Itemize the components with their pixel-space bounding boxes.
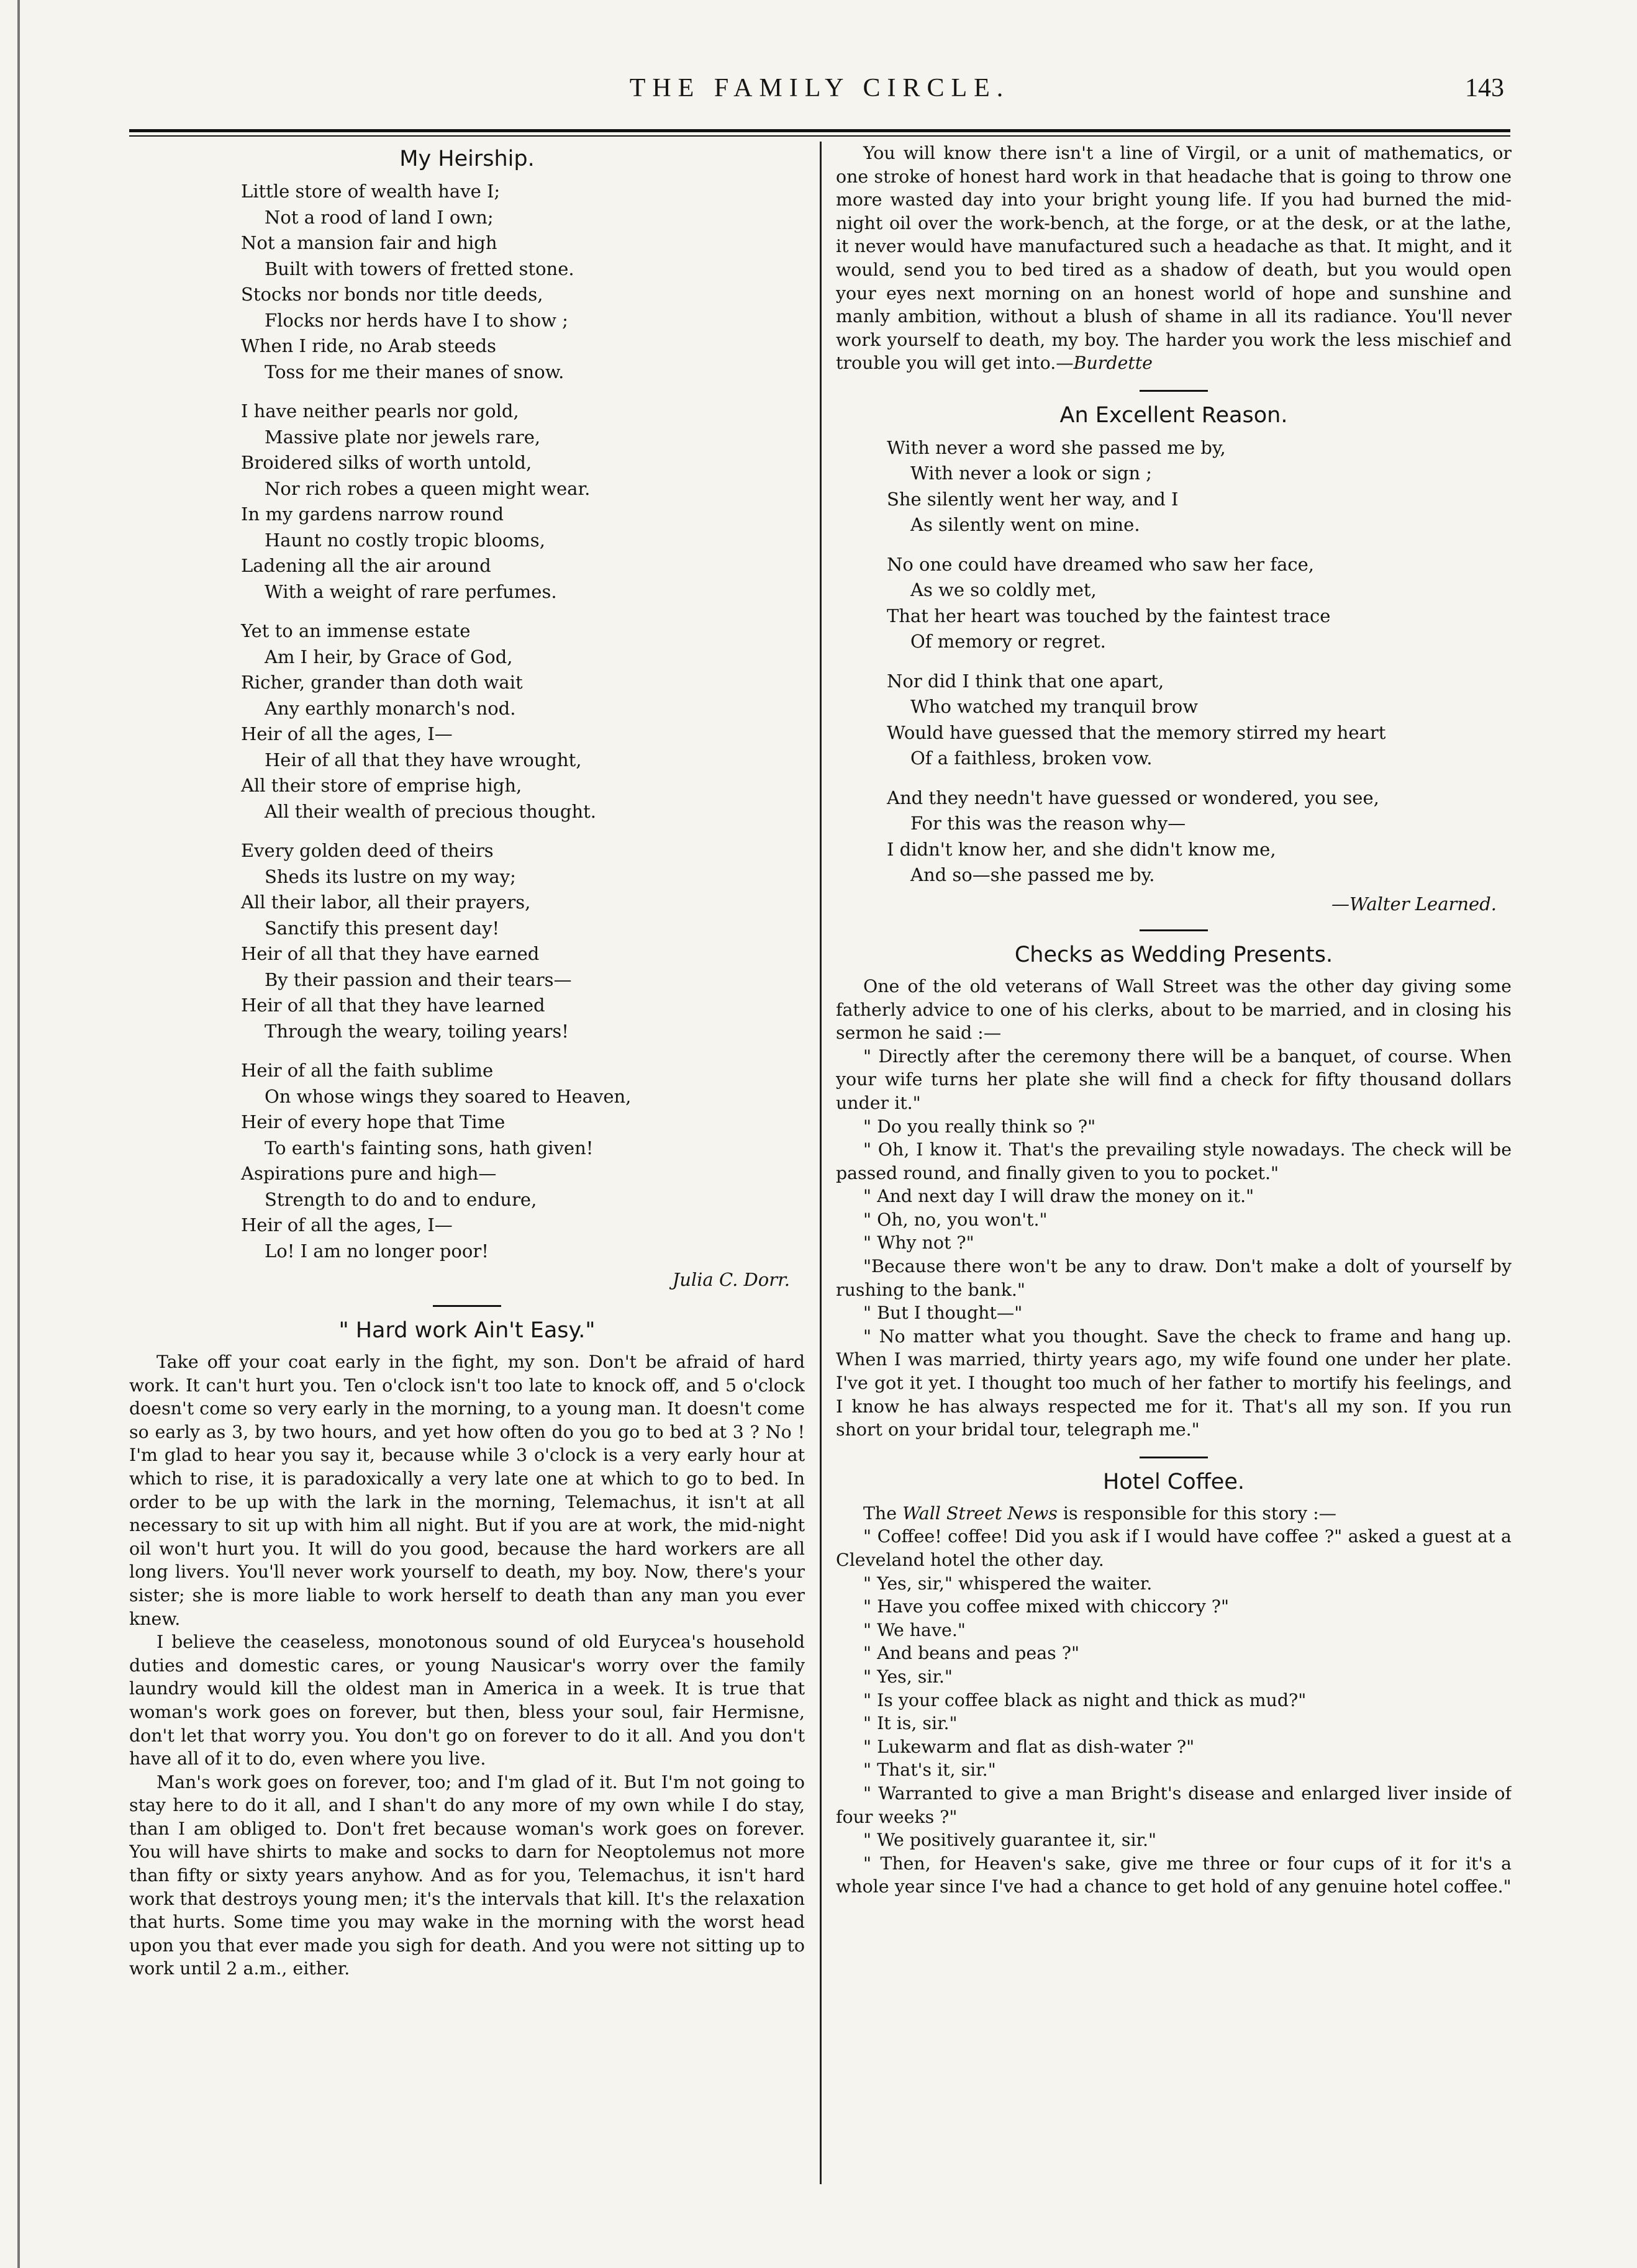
poem-line: As silently went on mine. <box>910 514 1140 536</box>
poem-line: Nor rich robes a queen might wear. <box>265 477 591 499</box>
poem-line: All their store of emprise high, <box>241 775 522 796</box>
column-divider <box>820 142 822 2184</box>
poem-line: Haunt no costly tropic blooms, <box>265 529 545 551</box>
poem-line: For this was the reason why— <box>910 813 1186 834</box>
poem-line: As we so coldly met, <box>910 579 1097 601</box>
checks-paragraph: " Why not ?" <box>863 1232 974 1254</box>
poem-line: Little store of wealth have I; <box>241 181 501 202</box>
poem-line: Heir of all that they have learned <box>241 995 545 1016</box>
poem-line: Aspirations pure and high— <box>241 1163 497 1184</box>
coffee-intro-pre: The <box>863 1502 903 1524</box>
poem-line: Heir of all that they have earned <box>241 943 540 964</box>
hardwork-credit: Burdette <box>1073 353 1153 374</box>
poem-line: Heir of all that they have wrought, <box>265 749 582 770</box>
poem-line: Broidered silks of worth untold, <box>241 452 532 473</box>
checks-paragraph: "Because there won't be any to draw. Don't make a dolt of yourself by rushing to the bank." <box>836 1256 1512 1300</box>
poem-line: And so—she passed me by. <box>910 864 1155 886</box>
hardwork-paragraph: I believe the ceaseless, monotonous sound of old Eurycea's household duties and domestic cares, or young Nausicar's worry over the family laundry would kill the oldest man in America in a week. It is true that woman's work goes on forever, but then, bless your soul, fair Hermisne, don't let that worry you. You don't go on forever to do it all. And you don't have all of it to do, even where you live. <box>129 1632 805 1769</box>
coffee-intro-post: is responsible for this story :— <box>1057 1502 1337 1524</box>
coffee-paragraph: " Yes, sir," whispered the waiter. <box>863 1573 1153 1594</box>
coffee-paragraph: " Yes, sir." <box>863 1666 953 1687</box>
poem-line: She silently went her way, and I <box>887 488 1179 510</box>
coffee-paragraph: " Then, for Heaven's sake, give me three or four cups of it for it's a whole year since I've had a chance to get hold of any genuine hotel coffee." <box>836 1853 1512 1897</box>
poem-line: In my gardens narrow round <box>241 504 504 525</box>
coffee-paragraph: " Have you coffee mixed with chiccory ?" <box>863 1596 1230 1617</box>
hardwork-continuation <box>836 142 1512 375</box>
poem-line: Built with towers of fretted stone. <box>265 258 574 279</box>
stanza <box>887 552 1512 655</box>
poem-line: I have neither pearls nor gold, <box>241 400 519 422</box>
poem-line: Of a faithless, broken vow. <box>910 748 1153 769</box>
poem-line: I didn't know her, and she didn't know me, <box>887 838 1276 860</box>
poem-line: Stocks nor bonds nor title deeds, <box>241 284 543 305</box>
poem-line: Heir of all the ages, I— <box>241 723 453 744</box>
stanza <box>241 399 805 605</box>
hardwork-title: " Hard work Ain't Easy." <box>338 1318 596 1343</box>
coffee-source: Wall Street News <box>902 1502 1058 1524</box>
heirship-poem <box>129 179 805 1264</box>
hardwork-paragraph: Take off your coat early in the fight, my son. Don't be afraid of hard work. It can't hurt you. Ten o'clock isn't too late to knock off, and 5 o'clock doesn't come so very early in the morning, to a young man. It doesn't come so early as 3, by two hours, and yet how often do you go to bed at 3 ? No ! I'm glad to hear you say it, because while 3 o'clock is a very early hour at which to rise, it is paradoxically a very late one at which to go to bed. In order to be up with the lark in the morning, Telemachus, it isn't at all necessary to sit up with him all night. But if you are at work, the mid-night oil won't hurt you. It will do you good, because the hard workers are all long livers. You'll never work yourself to death, my boy. Now, there's your sister; she is more liable to work herself to death than any man you ever knew. <box>129 1352 805 1629</box>
poem-line: Strength to do and to endure, <box>265 1188 537 1210</box>
checks-paragraph: One of the old veterans of Wall Street was the other day giving some fatherly advice to one of his clerks, about to be married, and in closing his sermon he said :— <box>836 975 1512 1044</box>
hardwork-paragraph: Man's work goes on forever, too; and I'm glad of it. But I'm not going to stay here to do it all, and I shan't do any more of my own while I do stay, than I am obliged to. Don't fret because woman's work goes on forever. You will have shirts to make and socks to darn for Neoptolemus not more than fifty or sixty years anyhow. And as for you, Telemachus, it isn't hard work that destroys young men; it's the intervals that kill. It's the relaxation that hurts. Some time you may wake in the morning with the worst head upon you that ever made you sigh for death. And you were not sitting up to work until 2 a.m., either. <box>129 1771 805 1979</box>
poem-line: Not a rood of land I own; <box>265 206 494 228</box>
binding-edge <box>17 0 26 2268</box>
hardwork-continuation-text: You will know there isn't a line of Virgil, or a unit of mathematics, or one stroke of honest hard work in that headache that is going to throw one more wasted day into your bright young life. If you had burned the mid-night oil over the work-bench, at the forge, or at the desk, or at the lathe, it never would have manufactured such a headache as that. It might, and it would, send you to bed tired as a shadow of death, but you would open your eyes next morning on an honest world of hope and sunshine and manly ambition, without a blush of shame in all its radiance. You'll never work yourself to death, my boy. The harder you work the less mischief and trouble you will get into.— <box>836 143 1512 374</box>
poem-line: Ladening all the air around <box>241 555 491 576</box>
stanza <box>241 618 805 825</box>
coffee-paragraph: " We positively guarantee it, sir." <box>863 1830 1157 1851</box>
poem-line: Of memory or regret. <box>910 631 1106 653</box>
masthead-rule-thin <box>129 135 1510 137</box>
poem-line: Who watched my tranquil brow <box>910 696 1199 718</box>
checks-paragraph: " And next day I will draw the money on it." <box>863 1186 1254 1207</box>
stanza <box>241 1058 805 1264</box>
masthead <box>129 73 1510 119</box>
poem-line: Heir of all the faith sublime <box>241 1060 494 1081</box>
poem-line: With a weight of rare perfumes. <box>265 581 557 602</box>
poem-line: By their passion and their tears— <box>265 969 572 990</box>
poem-line: Sanctify this present day! <box>265 917 500 939</box>
stanza <box>887 785 1512 888</box>
poem-line: On whose wings they soared to Heaven, <box>265 1085 632 1107</box>
reason-title: An Excellent Reason. <box>1059 402 1288 428</box>
coffee-paragraph: " We have." <box>863 1619 966 1640</box>
coffee-paragraph: " Lukewarm and flat as dish-water ?" <box>863 1736 1195 1757</box>
left-column <box>129 142 805 1981</box>
poem-line: All their labor, all their prayers, <box>241 892 531 913</box>
coffee-paragraph: " Warranted to give a man Bright's disease and enlarged liver inside of four weeks ?" <box>836 1782 1512 1827</box>
poem-line: Flocks nor herds have I to show ; <box>265 309 568 331</box>
newspaper-page <box>129 73 1510 2246</box>
reason-author: —Walter Learned. <box>1331 893 1497 915</box>
section-rule <box>1140 390 1208 392</box>
poem-line: Through the weary, toiling years! <box>265 1020 569 1042</box>
stanza <box>241 838 805 1044</box>
page-number: 143 <box>1465 74 1504 102</box>
poem-line: And they needn't have guessed or wondered, you see, <box>887 787 1379 808</box>
checks-paragraph: " But I thought—" <box>863 1303 1023 1324</box>
checks-paragraph: " Oh, no, you won't." <box>863 1209 1048 1230</box>
heirship-title: My Heirship. <box>399 147 535 171</box>
checks-paragraph: " Directly after the ceremony there will be a banquet, of course. When your wife turns her plate she will find a check for fifty thousand dollars under it." <box>836 1046 1512 1113</box>
poem-line: Am I heir, by Grace of God, <box>265 646 513 667</box>
masthead-rule <box>129 129 1510 132</box>
poem-line: Any earthly monarch's nod. <box>265 697 516 719</box>
poem-line: Would have guessed that the memory stirred my heart <box>887 721 1386 743</box>
poem-line: Heir of all the ages, I— <box>241 1214 453 1236</box>
section-rule <box>433 1305 501 1307</box>
columns <box>129 142 1510 2240</box>
poem-line: Heir of every hope that Time <box>241 1111 506 1132</box>
coffee-paragraph: " That's it, sir." <box>863 1760 996 1781</box>
checks-paragraph: " No matter what you thought. Save the check to frame and hang up. When I was married, thirty years ago, my wife found one under her plate. I've got it yet. I thought too much of her father to mortify his feelings, and I know he has always respected me for it. That's all my son. If you run short on your bridal tour, telegraph me." <box>836 1326 1512 1440</box>
section-rule <box>1140 929 1208 931</box>
poem-line: That her heart was touched by the faintest trace <box>887 605 1331 626</box>
masthead-title: THE FAMILY CIRCLE. <box>629 74 1010 102</box>
poem-line: Every golden deed of theirs <box>241 840 494 861</box>
coffee-title: Hotel Coffee. <box>1103 1469 1245 1494</box>
stanza <box>887 435 1512 538</box>
right-column <box>836 142 1512 1899</box>
coffee-intro <box>836 1502 1512 1525</box>
poem-line: When I ride, no Arab steeds <box>241 335 497 356</box>
coffee-paragraph: " Is your coffee black as night and thick as mud?" <box>863 1689 1307 1710</box>
poem-line: Lo! I am no longer poor! <box>265 1240 489 1262</box>
checks-title: Checks as Wedding Presents. <box>1014 942 1333 967</box>
poem-line: With never a word she passed me by, <box>887 436 1226 458</box>
checks-paragraph: " Oh, I know it. That's the prevailing style nowadays. The check will be passed round, and finally given to you to pocket." <box>836 1139 1512 1183</box>
poem-line: Toss for me their manes of snow. <box>265 361 565 382</box>
poem-line: To earth's fainting sons, hath given! <box>265 1137 594 1159</box>
heirship-author: Julia C. Dorr. <box>672 1269 790 1290</box>
poem-line: Not a mansion fair and high <box>241 232 497 253</box>
section-rule <box>1140 1457 1208 1458</box>
poem-line: With never a look or sign ; <box>910 463 1153 484</box>
poem-line: Richer, grander than doth wait <box>241 672 523 693</box>
poem-line: Sheds its lustre on my way; <box>265 865 516 887</box>
stanza <box>887 669 1512 772</box>
poem-line: All their wealth of precious thought. <box>265 800 596 822</box>
poem-line: Massive plate nor jewels rare, <box>265 426 541 448</box>
reason-poem <box>836 435 1512 888</box>
checks-paragraph: " Do you really think so ?" <box>863 1116 1096 1137</box>
poem-line: Nor did I think that one apart, <box>887 670 1164 692</box>
coffee-paragraph: " It is, sir." <box>863 1713 958 1734</box>
poem-line: Yet to an immense estate <box>241 620 471 641</box>
coffee-paragraph: " And beans and peas ?" <box>863 1643 1080 1664</box>
poem-line: No one could have dreamed who saw her face, <box>887 553 1315 575</box>
coffee-paragraph: " Coffee! coffee! Did you ask if I would have coffee ?" asked a guest at a Cleveland hotel the other day. <box>836 1526 1512 1570</box>
stanza <box>241 179 805 385</box>
